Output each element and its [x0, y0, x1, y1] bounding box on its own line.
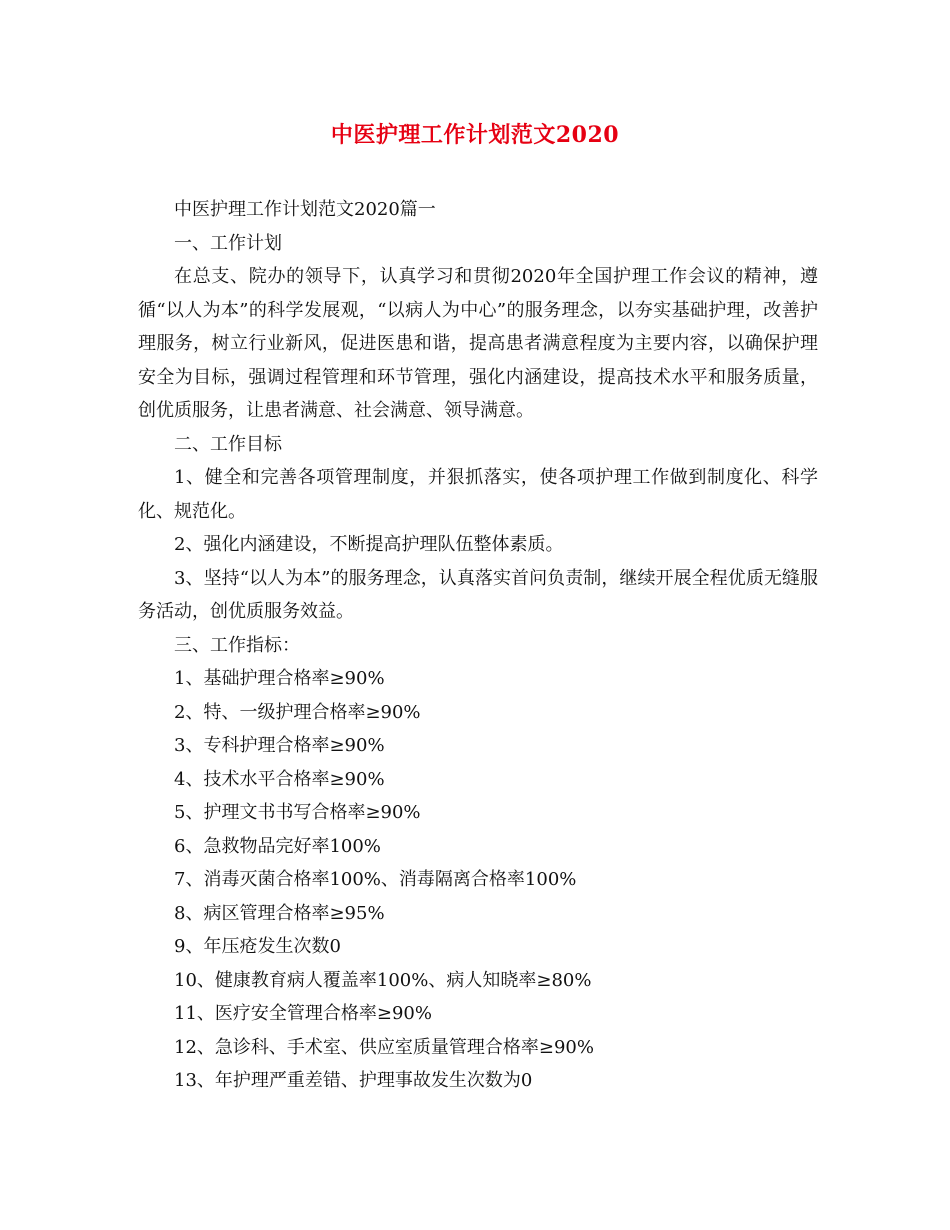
paragraph: 在总支、院办的领导下，认真学习和贯彻2020年全国护理工作会议的精神，遵循“以人为本”的科学发展观，“以病人为中心”的服务理念，以夯实基础护理，改善护理服务，树立行业新风，促进医患和谐，提高患者满意程度为主要内容，以确保护理安全为目标，强调过程管理和环节管理，强化内涵建设，提高技术水平和服务质量，创优质服务，让患者满意、社会满意、领导满意。	[138, 266, 818, 421]
list-item: 10、健康教育病人覆盖率100%、病人知晓率≥80%	[174, 969, 592, 991]
document-body	[138, 193, 818, 1098]
list-item: 1、基础护理合格率≥90%	[174, 668, 385, 689]
list-item: 12、急诊科、手术室、供应室质量管理合格率≥90%	[174, 1036, 594, 1058]
list-item: 6、急救物品完好率100%	[174, 835, 381, 857]
list-item: 3、专科护理合格率≥90%	[174, 735, 385, 756]
list-item: 5、护理文书书写合格率≥90%	[174, 802, 421, 823]
paragraph: 2、强化内涵建设，不断提高护理队伍整体素质。	[174, 534, 564, 555]
list-item: 13、年护理严重差错、护理事故发生次数为0	[174, 1070, 533, 1091]
list-item: 8、病区管理合格率≥95%	[174, 902, 385, 924]
paragraph: 3、坚持“以人为本”的服务理念，认真落实首问负责制，继续开展全程优质无缝服务活动，创优质服务效益。	[138, 567, 818, 622]
section-heading: 中医护理工作计划范文2020篇一	[174, 199, 436, 220]
section-heading: 一、工作计划	[174, 232, 282, 254]
document-title: 中医护理工作计划范文2020	[330, 122, 620, 148]
paragraph: 1、健全和完善各项管理制度，并狠抓落实，使各项护理工作做到制度化、科学化、规范化。	[138, 467, 818, 522]
list-item: 7、消毒灭菌合格率100%、消毒隔离合格率100%	[174, 869, 577, 890]
list-item: 9、年压疮发生次数0	[174, 936, 341, 957]
section-heading: 三、工作指标：	[174, 634, 300, 656]
list-item: 4、技术水平合格率≥90%	[174, 768, 385, 790]
list-item: 2、特、一级护理合格率≥90%	[174, 701, 421, 723]
list-item: 11、医疗安全管理合格率≥90%	[174, 1003, 432, 1024]
section-heading: 二、工作目标	[174, 433, 282, 455]
